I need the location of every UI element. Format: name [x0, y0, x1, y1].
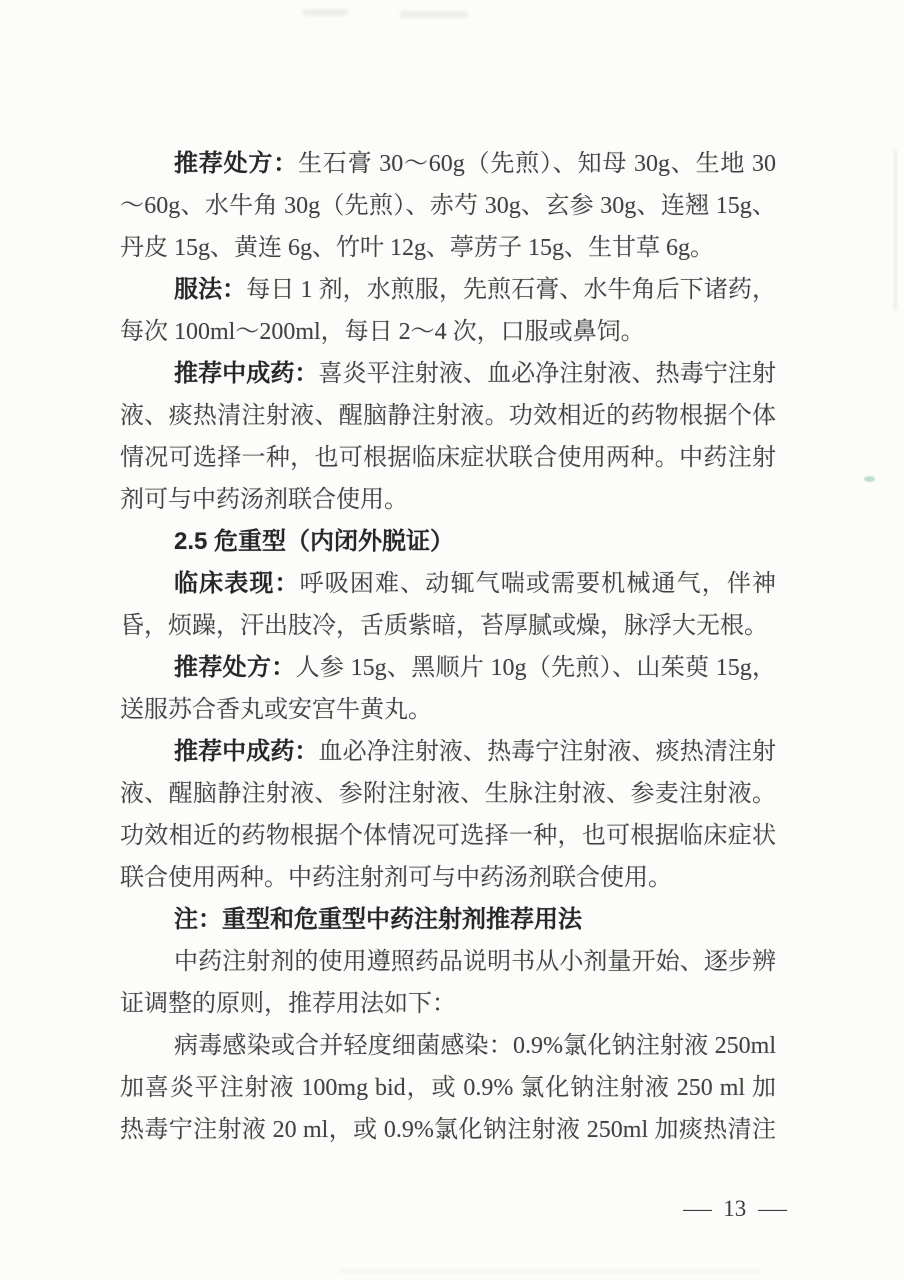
paragraph — [120, 353, 776, 521]
section-heading — [120, 521, 776, 563]
bold-label: 注：重型和危重型中药注射剂推荐用法 — [174, 906, 582, 933]
scan-artifact — [864, 476, 875, 482]
scan-artifact — [894, 150, 897, 310]
paragraph — [120, 143, 776, 269]
scan-artifact — [302, 9, 348, 16]
bold-label: 2.5 危重型（内闭外脱证） — [174, 528, 455, 555]
bold-label: 临床表现： — [174, 570, 300, 597]
paragraph — [120, 563, 776, 647]
footer-dash-left: — — [682, 1196, 712, 1221]
bold-label: 推荐中成药： — [174, 738, 319, 765]
paragraph — [120, 647, 776, 731]
paragraph — [120, 941, 776, 1025]
page-footer — [682, 1196, 787, 1222]
text-run: 人参 15g、黑顺片 10g（先煎）、山茱萸 15g，送服苏合香丸或安宫牛黄丸。 — [120, 655, 777, 723]
text-run: 生石膏 30～60g（先煎）、知母 30g、生地 30～60g、水牛角 30g（先煎）、赤芍 30g、玄参 30g、连翘 15g、丹皮 15g、黄连 6g、竹叶 12g、葶苈子 15g、生甘草 6g。 — [120, 151, 776, 261]
scan-artifact — [400, 11, 468, 18]
bold-label: 服法： — [174, 276, 247, 303]
paragraph — [120, 1025, 776, 1151]
document-body — [120, 143, 776, 1151]
bold-label: 推荐处方： — [174, 150, 298, 177]
paragraph — [120, 731, 776, 899]
text-run: 中药注射剂的使用遵照药品说明书从小剂量开始、逐步辨证调整的原则，推荐用法如下： — [120, 949, 776, 1017]
section-heading — [120, 899, 776, 941]
bold-label: 推荐处方： — [174, 654, 296, 681]
page-number: 13 — [723, 1196, 747, 1221]
paragraph — [120, 269, 776, 353]
text-run: 病毒感染或合并轻度细菌感染：0.9%氯化钠注射液 250ml 加喜炎平注射液 100mg bid，或 0.9% 氯化钠注射液 250 ml 加热毒宁注射液 20 ml，或 0.9%氯化钠注射液 250ml 加痰热清注 — [120, 1033, 776, 1143]
bold-label: 推荐中成药： — [174, 360, 319, 387]
footer-dash-right: — — [758, 1196, 787, 1221]
text-run: 每日 1 剂，水煎服，先煎石膏、水牛角后下诸药，每次 100ml～200ml，每日 2～4 次，口服或鼻饲。 — [120, 277, 777, 345]
text-run: 血必净注射液、热毒宁注射液、痰热清注射液、醒脑静注射液、参附注射液、生脉注射液、参麦注射液。功效相近的药物根据个体情况可选择一种，也可根据临床症状联合使用两种。中药注射剂可与中药汤剂联合使用。 — [120, 739, 776, 891]
text-run: 喜炎平注射液、血必净注射液、热毒宁注射液、痰热清注射液、醒脑静注射液。功效相近的药物根据个体情况可选择一种，也可根据临床症状联合使用两种。中药注射剂可与中药汤剂联合使用。 — [120, 361, 776, 513]
text-run: 呼吸困难、动辄气喘或需要机械通气，伴神昏，烦躁，汗出肢冷，舌质紫暗，苔厚腻或燥，脉浮大无根。 — [120, 571, 777, 639]
scan-artifact — [340, 1270, 760, 1273]
